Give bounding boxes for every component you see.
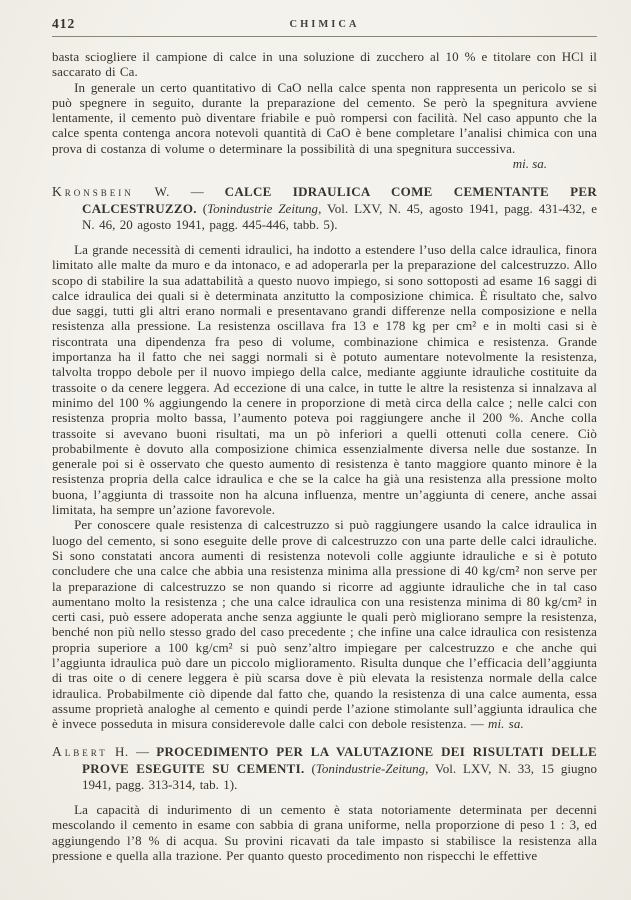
abstract-paragraph-text: Per conoscere quale resistenza di calcestruzzo si può raggiungere usando la calce idraulica in luogo del cemento, si sono eseguite delle prove di calcestruzzo con una parte delle calci idrauliche. Si sono constatati ancora aumenti di resistenza notevoli colle aggiunte idrauliche e si è potuto concludere che una calce che abbia una resistenza minima alla pressione di 40 kg/cm² non serve per la preparazione di calcestruzzo se non quando si ricorre ad aggiunte idrauliche che in tal caso aumentano molto la resistenza ; che una calce idraulica con una resistenza minima di 80 kg/cm² in certi casi, può essere adoperata anche senza aggiunte le quali però migliorano sempre la resistenza, benché non più nello stesso grado del caso precedente ; che infine una calce idraulica con resistenza propria superiore a 100 kg/cm² si può senz’altro impiegare per calcestruzzo e che anche qui l’aggiunta idraulica può dare un piccolo miglioramento. Risulta dunque che l’efficacia dell’aggiunta di tras oite o di cenere leggera è più scarsa dove è più elevata la resistenza normale della calce idraulica. Probabilmente ciò dipende dal fatto che, quando la resistenza di una calce aumenta, essa assume proprietà analoghe al cemento e quindi perde l’azione stimolante sull’aggiunta idraulica che è invece posseduta in misura considerevole dalle calci con debole resistenza. — [52,517,597,732]
author-name: Albert [52,744,108,760]
abstract-paragraph: La capacità di indurimento di un cemento è stata notoriamente determinata per decenni mescolando il cemento in esame con sabbia di grana uniforme, nella proporzione di peso 1 : 3, ed aggiungendo l’8 % di acqua. Su provini ricavati da tale impasto si stabilisce la resistenza alla pressione e quella alla trazione. Per quanto questo procedimento non rispecchi le effettive [52,802,597,863]
citation-details: , Vol. LXV, N. 33, 15 giugno 1941, pagg. 313-314, tab. 1). [82,760,597,792]
page-number: 412 [52,16,76,31]
author-name: Kronsbein [52,184,134,200]
journal-name: Tonindustrie Zeitung [207,200,319,216]
entry-heading [52,184,597,233]
intro-paragraph: In generale un certo quantitativo di CaO nella calce spenta non rappresenta un pericolo se si può spegnere in seguito, durante la preparazione del cemento. Se però la spegnitura avviene lentamente, il cemento può diventare friabile e può rompersi con facilità. Nel caso appunto che la calce spenta contenga ancora notevoli quantità di CaO è bene completare l’analisi chimica con una prova di costanza di volume o determinare la possibilità di una spegnitura successiva. [52,79,597,156]
abstract-paragraph [52,517,597,731]
entry-title: PROCEDIMENTO PER LA VALUTAZIONE DEI RISULTATI DELLE PROVE ESEGUITE SU CEMENTI. [82,744,597,776]
abstract-entry-albert [52,744,597,863]
citation-open-paren: ( [202,200,208,216]
author-initial: H. [115,744,129,760]
citation-details: , Vol. LXV, N. 45, agosto 1941, pagg. 431-432, e N. 46, 20 agosto 1941, pagg. 445-446, tabb. 5). [82,200,598,232]
reviewer-signature-line [52,156,597,171]
entry-title: CALCE IDRAULICA COME CEMENTANTE PER CALCESTRUZZO. [82,184,598,216]
intro-paragraph-continuation: basta sciogliere il campione di calce in una soluzione di zucchero al 10 % e titolare con HCl il saccarato di Ca. [52,49,597,80]
journal-name: Tonindustrie-Zeitung [315,760,426,776]
abstract-paragraph: La grande necessità di cementi idraulici, ha indotto a estendere l’uso della calce idraulica, finora limitato alle malte da muro e da intonaco, e ad adoperarla per la preparazione del calcestruzzo. Allo scopo di stabilire la sua adattabilità a questo nuovo impiego, si sono sottoposti ad esame 16 saggi di calce idraulica dei quali si è determinata anzitutto la composizione chimica. È risultato che, salvo due saggi, tutti gli altri erano normali e presentavano grandi differenze nella composizione e nella resistenza alla pressione. La resistenza oscillava fra 13 e 178 kg per cm² e in molti casi si è riscontrata una dipendenza fra peso di volume, combinazione chimica e resistenza. Grande importanza ha il fatto che nei saggi normali si è potuto aumentare notevolmente la resistenza, talvolta troppo debole per il nuovo impiego della calce, mediante aggiunte idrauliche costituite da trassoite o da cenere leggera. Ad eccezione di una calce, in tutte le altre la resistenza si innalzava al minimo del 100 % aggiungendo la cenere in proporzione di metà circa della calce ; nelle calci con resistenza propria molto bassa, l’aumento poteva poi raggiungere anche il 200 %. Anche colla trassoite si avevano buoni risultati, ma un pò inferiori a quelli ottenuti colla cenere. Ciò probabilmente è dovuto alla composizione chimica essenzialmente diversa nelle due sostanze. In generale poi si è osservato che questo aumento di resistenza è tanto maggiore quanto minore è la resistenza propria della calce idraulica e che se la calce ha già una resistenza alla pressione molto buona, l’aggiunta di trassoite non ha alcuna influenza, mentre un’aggiunta di cenere, anche assai limitata, ha sempre un’azione favorevole. [52,241,597,518]
reviewer-signature: mi. sa. [512,156,547,172]
heading-dash: — [190,184,204,200]
page-header [52,15,597,32]
author-initial: W. [154,184,170,200]
heading-dash: — [135,744,149,760]
reviewer-signature: mi. sa. [487,716,524,732]
running-title: CHIMICA [289,19,360,30]
entry-heading [52,744,597,793]
citation-open-paren: ( [311,760,316,776]
abstract-entry-kronsbein [52,184,597,731]
page-content [52,37,597,863]
